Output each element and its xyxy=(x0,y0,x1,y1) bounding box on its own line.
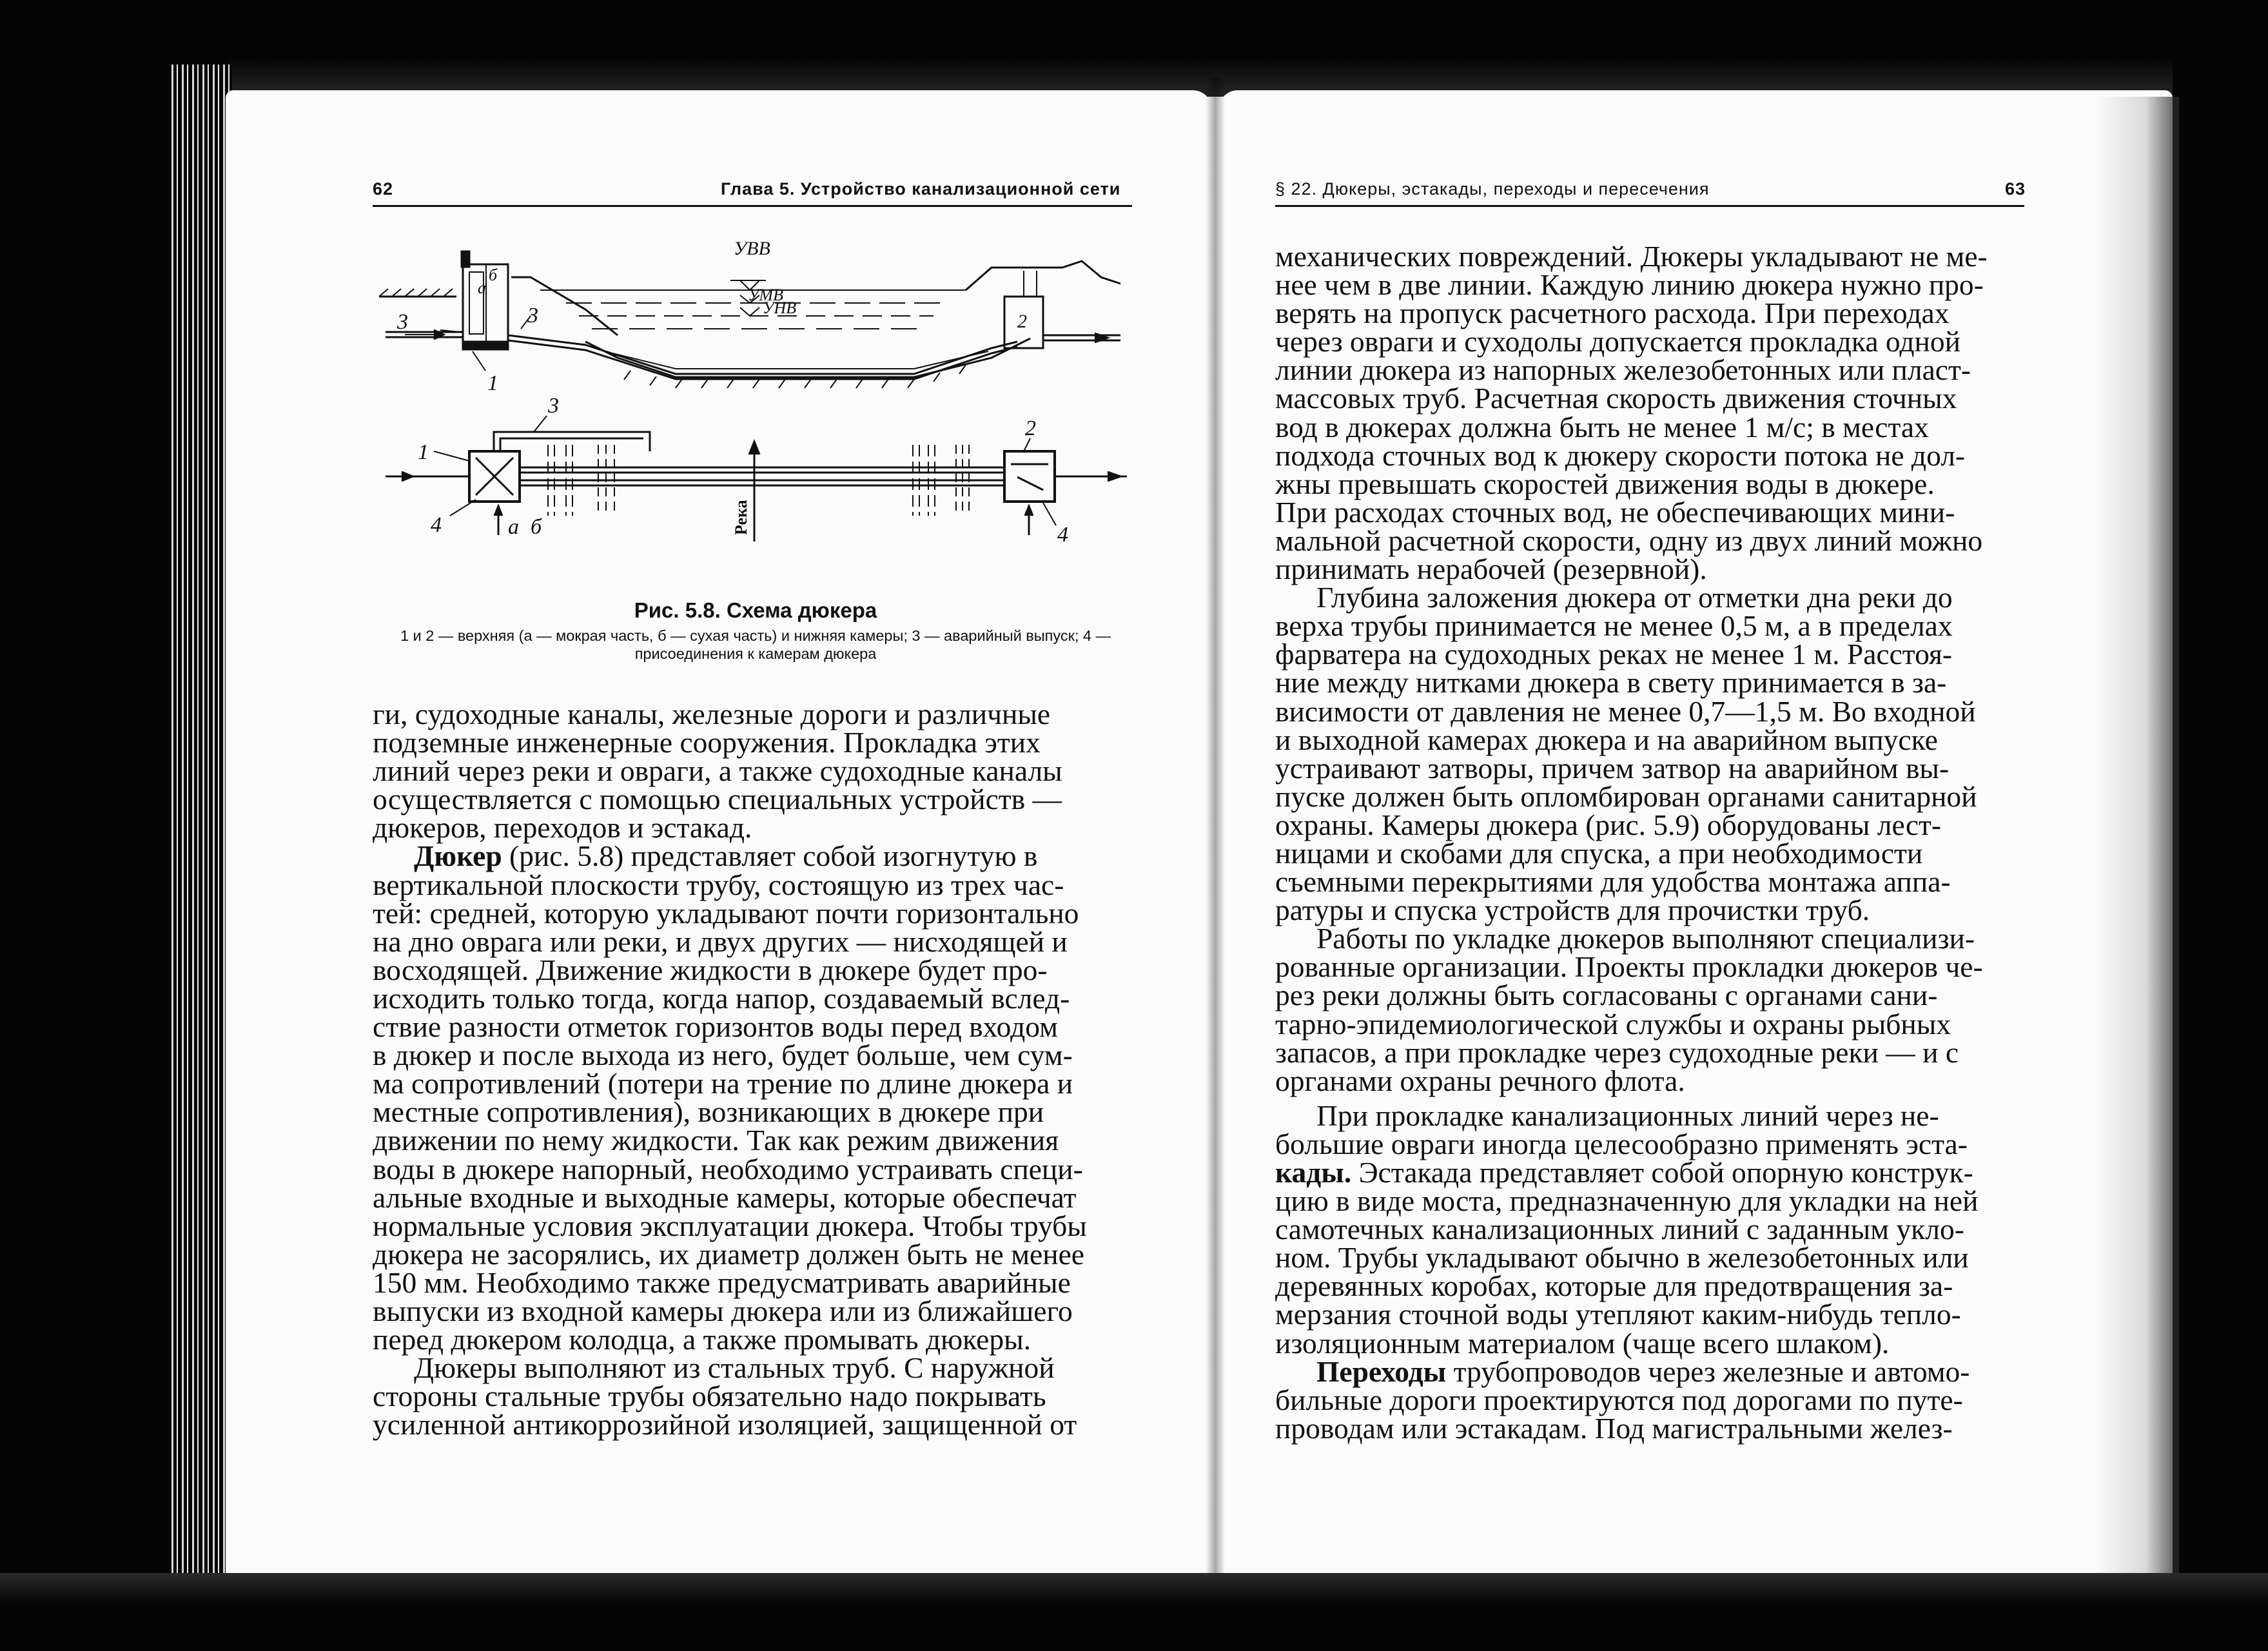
text-line: и выходной камерах дюкера и на аварийном выпуске xyxy=(1275,723,1938,756)
text-line: воды в дюкере напорный, необходимо устраивать специ- xyxy=(373,1152,1083,1186)
figure-diuker-scheme xyxy=(373,232,1133,580)
label-sec-2: 2 xyxy=(1017,311,1027,332)
text-line: верха трубы принимается не менее 0,5 м, а в пределах xyxy=(1275,609,1953,643)
text-line: линий через реки и овраги, а также судоходные каналы xyxy=(373,754,1062,788)
label-sec-1: 1 xyxy=(487,371,498,395)
text-line: Работы по укладке дюкеров выполняют специализи- xyxy=(1316,922,1975,955)
text-line: вертикальной плоскости трубу, состоящую из трех час- xyxy=(373,868,1064,901)
label-uvv: УВВ xyxy=(734,238,770,259)
text-line: подземные инженерные сооружения. Прокладка этих xyxy=(373,726,1041,759)
label-umv: УМВ xyxy=(748,286,784,304)
right-running-head: § 22. Дюкеры, эстакады, переходы и пересечения xyxy=(1275,179,1710,199)
text-line: охраны. Камеры дюкера (рис. 5.9) оборудованы лест- xyxy=(1275,808,1942,841)
text-line: цию в виде моста, предназначенную для укладки на ней xyxy=(1275,1184,1979,1218)
text-line: съемными перекрытиями для удобства монтажа аппа- xyxy=(1275,865,1951,899)
label-plan-a: а xyxy=(508,515,519,539)
text-line: ном. Трубы укладывают обычно в железобетонных или xyxy=(1275,1241,1969,1275)
text-line: 150 мм. Необходимо также предусматривать аварийные xyxy=(373,1265,1071,1299)
diuker-diagram xyxy=(373,232,1133,580)
text-line: рованные организации. Проекты прокладки дюкеров че- xyxy=(1275,950,1983,984)
text-line: запасов, а при прокладке через судоходные реки — и с xyxy=(1275,1035,1959,1069)
bank-right xyxy=(966,261,1120,290)
text-line: ма сопротивлений (потери на трение по длине дюкера и xyxy=(373,1067,1073,1100)
left-header-rule xyxy=(373,205,1132,207)
text-line: ги, судоходные каналы, железные дороги и различные xyxy=(373,698,1051,730)
label-plan-b: б xyxy=(531,515,542,539)
term-perekhody: Переходы xyxy=(1316,1354,1447,1388)
label-unv: УНВ xyxy=(763,298,797,317)
text-line: ствие разности отметок горизонтов воды перед входом xyxy=(373,1010,1058,1044)
figure-caption: Рис. 5.8. Схема дюкера xyxy=(634,598,877,622)
text-line: дюкера не засорялись, их диаметр должен быть не менее xyxy=(373,1237,1084,1271)
text-line: усиленной антикоррозийной изоляцией, защищенной от xyxy=(373,1408,1077,1441)
label-sec-3-left: 3 xyxy=(397,310,408,334)
text-line: верять на пропуск расчетного расхода. При переходах xyxy=(1275,297,1950,330)
text-line: вод в дюкерах должна быть не менее 1 м/с; в местах xyxy=(1275,410,1929,444)
label-plan-2: 2 xyxy=(1025,416,1036,440)
text-line: на дно оврага или реки, и двух других — нисходящей и xyxy=(373,924,1068,958)
term-diuker: Дюкер xyxy=(414,839,502,873)
text-line: органами охраны речного флота. xyxy=(1275,1064,1685,1097)
text-line: висимости от давления не менее 0,7—1,5 м. Во входной xyxy=(1275,694,1976,728)
label-reka: Река xyxy=(732,500,750,535)
left-page-number: 62 xyxy=(373,179,394,199)
text-line: бильные дороги проектируются под дорогами по путе- xyxy=(1275,1383,1963,1416)
book-spine-edge xyxy=(168,64,232,1599)
text-line: мальной расчетной скорости, одну из двух линий можно xyxy=(1275,523,1983,557)
page-edge-shadow xyxy=(2095,97,2179,1579)
text-line: стороны стальные трубы обязательно надо покрывать xyxy=(373,1380,1046,1413)
text-line: восходящей. Движение жидкости в дюкере будет про- xyxy=(373,953,1048,986)
text-line: в дюкер и после выхода из него, будет больше, чем сум- xyxy=(373,1039,1073,1072)
text-line: принимать нерабочей (резервной). xyxy=(1275,552,1707,586)
paragraph-estakady-term: кады. Эстакада представляет собой опорную конструк- xyxy=(1275,1156,1973,1189)
text-line: дюкеров, переходов и эстакад. xyxy=(373,811,752,845)
text-line: исходить только тогда, когда напор, создаваемый вслед- xyxy=(373,981,1070,1015)
right-header-rule xyxy=(1275,205,2024,207)
plan-lower-chamber xyxy=(1004,451,1055,502)
text-line: самотечных канализационных линий с заданным укло- xyxy=(1275,1213,1964,1246)
scan-border-top xyxy=(0,0,2268,97)
text-line: линии дюкера из напорных железобетонных или пласт- xyxy=(1275,353,1971,387)
text-line: изоляционным материалом (чаще всего шлаком). xyxy=(1275,1326,1890,1360)
label-sec-3: 3 xyxy=(527,304,538,327)
label-plan-4-left: 4 xyxy=(431,513,442,537)
text-line: подхода сточных вод к дюкеру скорости потока не дол- xyxy=(1275,438,1966,472)
text-line: нее чем в две линии. Каждую линию дюкера нужно про- xyxy=(1275,268,1984,302)
text-line: рез реки должны быть согласованы с органами сани- xyxy=(1275,979,1938,1012)
text-line: Глубина заложения дюкера от отметки дна реки до xyxy=(1316,581,1953,614)
text-line: механических повреждений. Дюкеры укладывают не ме- xyxy=(1275,240,1988,273)
text-line: местные сопротивления), возникающих в дюкере при xyxy=(373,1095,1044,1129)
book-gutter xyxy=(1206,77,1225,1579)
label-sec-b: б xyxy=(489,266,498,284)
text-line: ратуры и спуска устройств для прочистки труб. xyxy=(1275,894,1870,927)
left-running-head: Глава 5. Устройство канализационной сети xyxy=(721,179,1121,199)
figure-legend: 1 и 2 — верхняя (а — мокрая часть, б — сухая часть) и нижняя камеры; 3 — аварийный выпуск; 4 — присоединения к камерам дюкера xyxy=(400,627,1111,662)
text-line: устраивают затворы, причем затвор на аварийном вы- xyxy=(1275,751,1950,785)
text-line: через овраги и суходолы допускается прокладка одной xyxy=(1275,325,1960,358)
text-line: мерзания сточной воды утепляют каким-нибудь тепло- xyxy=(1275,1298,1961,1331)
text-line: ние между нитками дюкера в свету принимается в за- xyxy=(1275,666,1947,699)
text-line: нормальные условия эксплуатации дюкера. Чтобы трубы xyxy=(373,1209,1087,1242)
text-line: Дюкеры выполняют из стальных труб. С наружной xyxy=(414,1351,1055,1385)
paragraph-perekhody-start: Переходы трубопроводов через железные и автомо- xyxy=(1316,1354,1970,1388)
label-plan-4-right: 4 xyxy=(1057,523,1068,547)
text-line: движении по нему жидкости. Так как режим движения xyxy=(373,1124,1059,1157)
label-plan-1: 1 xyxy=(418,440,429,464)
term-estakady: кады. xyxy=(1275,1156,1352,1189)
label-plan-3: 3 xyxy=(548,394,559,418)
text-line: При прокладке канализационных линий через не- xyxy=(1316,1099,1939,1132)
text-line: При расходах сточных вод, не обеспечивающих мини- xyxy=(1275,495,1955,529)
left-body-text xyxy=(373,700,1120,1439)
label-sec-a: а xyxy=(478,278,486,297)
text-line: тей: средней, которую укладывают почти горизонтально xyxy=(373,896,1079,930)
text-line: жны превышать скоростей движения воды в дюкере. xyxy=(1275,467,1935,500)
text-line: проводам или эстакадам. Под магистральными желез- xyxy=(1275,1411,1953,1445)
text-line: большие овраги иногда целесообразно применять эста- xyxy=(1275,1127,1968,1160)
scan-border-right xyxy=(2173,0,2268,1651)
right-body-text xyxy=(1275,242,2023,1443)
text-line: ницами и скобами для спуска, а при необходимости xyxy=(1275,836,1923,870)
text-line: альные входные и выходные камеры, которые обеспечат xyxy=(373,1180,1077,1214)
text-line: фарватера на судоходных реках не менее 1 м. Расстоя- xyxy=(1275,638,1953,671)
paragraph-diuker-start: Дюкер (рис. 5.8) представляет собой изогнутую в xyxy=(414,839,1038,873)
right-page-number: 63 xyxy=(2005,179,2026,199)
text-line: тарно-эпидемиологической службы и охраны рыбных xyxy=(1275,1007,1951,1040)
scan-border-bottom xyxy=(0,1573,2268,1651)
text-line: перед дюкером колодца, а также промывать дюкеры. xyxy=(373,1323,1031,1356)
text-line: массовых труб. Расчетная скорость движения сточных xyxy=(1275,382,1957,415)
text-line: пуске должен быть опломбирован органами санитарной xyxy=(1275,779,1977,813)
text-line: выпуски из входной камеры дюкера или из ближайшего xyxy=(373,1294,1073,1327)
text-line: деревянных коробах, которые для предотвращения за- xyxy=(1275,1269,1953,1303)
text-line: осуществляется с помощью специальных устройств — xyxy=(373,783,1062,816)
